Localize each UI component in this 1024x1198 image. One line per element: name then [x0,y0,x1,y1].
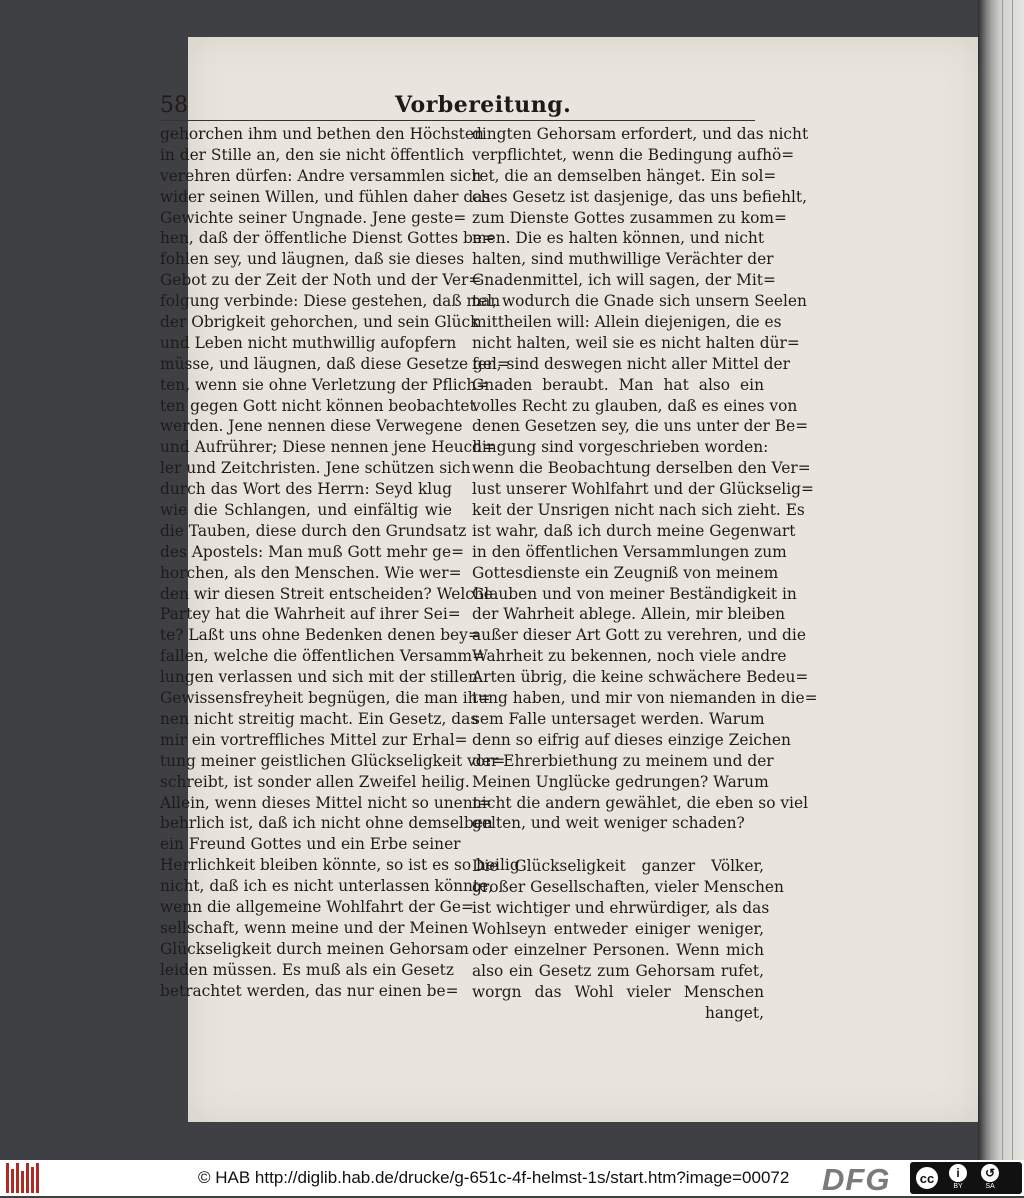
text-line: lungen verlassen und sich mit der stillen [160,668,478,687]
text-line: keit der Unsrigen nicht nach sich zieht. Es [472,501,805,520]
text-line: ten, wenn sie ohne Verletzung der Pflich= [160,375,490,394]
text-line: Allein, wenn dieses Mittel nicht so unent= [160,793,492,812]
text-line: nicht die andern gewählet, die eben so viel [472,793,809,812]
text-line: ten gegen Gott nicht können beobachtet [160,396,476,415]
text-line: lust unserer Wohlfahrt und der Glückselig= [472,480,814,499]
copyright-link[interactable]: © HAB http://diglib.hab.de/drucke/g-651c-4f-helmst-1s/start.htm?image=00072 [198,1168,790,1187]
text-line: Glauben und von meiner Beständigkeit in [472,584,797,603]
text-line: und Aufrührer; Diese nennen jene Heuch= [160,438,496,457]
dfg-logo[interactable]: DFG [822,1162,891,1197]
text-line: werden. Jene nennen diese Verwegene [160,417,463,436]
text-line: Gottesdienste ein Zeugniß von meinem [472,563,779,582]
text-line: wie die Schlangen, und einfältig wie [160,501,452,520]
cc-license-badge[interactable] [910,1162,1022,1194]
text-line: verehren dürfen: Andre versammlen sich [160,166,482,185]
text-line: worgn das Wohl vieler Menschen [472,982,764,1001]
share-alike-icon: ↺ SA [976,1164,1004,1192]
text-line: die Tauben, diese durch den Grundsatz [160,521,467,540]
catchword: hanget, [704,1003,764,1022]
text-line: fen, sind deswegen nicht aller Mittel der [472,354,790,373]
text-line: gehorchen ihm und bethen den Höchsten [160,125,484,143]
text-line: Wohlseyn entweder einiger weniger, [472,919,764,938]
text-line: gelten, und weit weniger schaden? [472,814,745,833]
text-line: ein Freund Gottes und ein Erbe seiner [160,835,461,854]
text-line: durch das Wort des Herrn: Seyd klug [160,480,452,499]
text-line: großer Gesellschaften, vieler Menschen [472,878,784,897]
text-line: nen nicht streitig macht. Ein Gesetz, das [160,709,479,728]
text-line: betrachtet werden, das nur einen be= [160,981,459,1000]
text-line: Wahrheit zu bekennen, noch viele andre [472,647,787,666]
text-line: tel, wodurch die Gnade sich unsern Seelen [472,292,807,311]
text-line: te? Laßt uns ohne Bedenken denen bey= [160,626,481,645]
text-line: und Leben nicht muthwillig aufopfern [160,333,457,352]
hab-logo-icon[interactable] [6,1163,46,1193]
text-line: ist wichtiger und ehrwürdiger, als das [472,899,770,918]
text-line: Gewichte seiner Ungnade. Jene geste= [160,208,467,227]
book-edge [978,0,1024,1160]
text-line: sem Falle untersaget werden. Warum [472,709,765,728]
text-line: ler und Zeitchristen. Jene schützen sich [160,459,471,478]
text-line: Arten übrig, die keine schwächere Bedeu= [472,668,809,687]
text-line: Partey hat die Wahrheit auf ihrer Sei= [160,605,461,624]
text-line: ches Gesetz ist dasjenige, das uns befiehlt, [472,187,807,206]
text-line: also ein Gesetz zum Gehorsam rufet, [472,961,764,980]
text-line: zum Dienste Gottes zusammen zu kom= [472,208,787,227]
text-line: tung haben, und mir von niemanden in die= [472,689,818,708]
text-line: men. Die es halten können, und nicht [472,229,765,248]
text-line: denn so eifrig auf dieses einzige Zeichen [472,730,791,749]
text-line: schreibt, ist sonder allen Zweifel heilig. [160,772,470,791]
viewer-footer [0,1160,1024,1196]
text-line: dingten Gehorsam erfordert, und das nicht [472,125,809,143]
text-line: in den öffentlichen Versammlungen zum [472,542,787,561]
text-line: nicht, daß ich es nicht unterlassen könnte, [160,877,494,896]
text-line: Gnaden beraubt. Man hat also ein [472,375,764,394]
text-line: wider seinen Willen, und fühlen daher das [160,187,491,206]
text-line: müsse, und läugnen, daß diese Gesetze gel= [160,354,510,373]
paragraph-gap [472,834,764,856]
text-line: wenn die Beobachtung derselben den Ver= [472,459,811,478]
text-line: leiden müssen. Es muß als ein Gesetz [160,960,454,979]
left-text-column [160,124,520,1001]
text-line: verpflichtet, wenn die Bedingung aufhö= [472,145,795,164]
text-line: der Wahrheit ablege. Allein, mir bleiben [472,605,786,624]
text-line: tung meiner geistlichen Glückseligkeit vor= [160,751,506,770]
text-line: nicht halten, weil sie es nicht halten dür= [472,333,800,352]
text-line: horchen, als den Menschen. Wie wer= [160,563,462,582]
text-line: in der Stille an, den sie nicht öffentlich [160,145,465,164]
text-line: halten, sind muthwillige Verächter der [472,250,774,269]
text-line: fallen, welche die öffentlichen Versamm= [160,647,486,666]
text-line: wenn die allgemeine Wohlfahrt der Ge= [160,897,474,916]
creative-commons-icon: cc [914,1165,940,1191]
text-line: Gnadenmittel, ich will sagen, der Mit= [472,271,776,290]
text-line: ist wahr, daß ich durch meine Gegenwart [472,521,796,540]
text-line: mir ein vortreffliches Mittel zur Erhal= [160,730,468,749]
text-line: Glückseligkeit durch meinen Gehorsam [160,939,469,958]
running-title: Vorbereitung. [395,92,572,118]
page-number: 58 [160,93,188,118]
text-line: des Apostels: Man muß Gott mehr ge= [160,542,465,561]
right-text-column [472,124,818,1023]
text-line: folgung verbinde: Diese gestehen, daß man [160,292,501,311]
text-line: Meinen Unglücke gedrungen? Warum [472,772,769,791]
text-line: Gewissensfreyheit begnügen, die man ih= [160,689,491,708]
text-line: mittheilen will: Allein diejenigen, die es [472,313,782,332]
text-line: der Ehrerbiethung zu meinem und der [472,751,774,770]
text-line: Die Glückseligkeit ganzer Völker, [472,857,764,876]
text-line: Herrlichkeit bleiben könnte, so ist es so heilig [160,856,520,875]
text-line: außer dieser Art Gott zu verehren, und die [472,626,806,645]
text-line: hen, daß der öffentliche Dienst Gottes be= [160,229,495,248]
text-line: sellschaft, wenn meine und der Meinen [160,918,469,937]
text-line: oder einzelner Personen. Wenn mich [472,940,764,959]
text-line: Gebot zu der Zeit der Noth und der Ver= [160,271,482,290]
text-line: behrlich ist, daß ich nicht ohne demselben [160,814,493,833]
text-line: fohlen sey, und läugnen, daß sie dieses [160,250,465,269]
page-header [160,88,755,121]
text-line: dingung sind vorgeschrieben worden: [472,438,769,457]
text-line: volles Recht zu glauben, daß es eines von [472,396,798,415]
text-line: ret, die an demselben hänget. Ein sol= [472,166,777,185]
text-line: der Obrigkeit gehorchen, und sein Glück [160,313,480,332]
text-line: denen Gesetzen sey, die uns unter der Be= [472,417,809,436]
attribution-icon: i BY [944,1164,972,1192]
text-line: den wir diesen Streit entscheiden? Welche [160,584,493,603]
